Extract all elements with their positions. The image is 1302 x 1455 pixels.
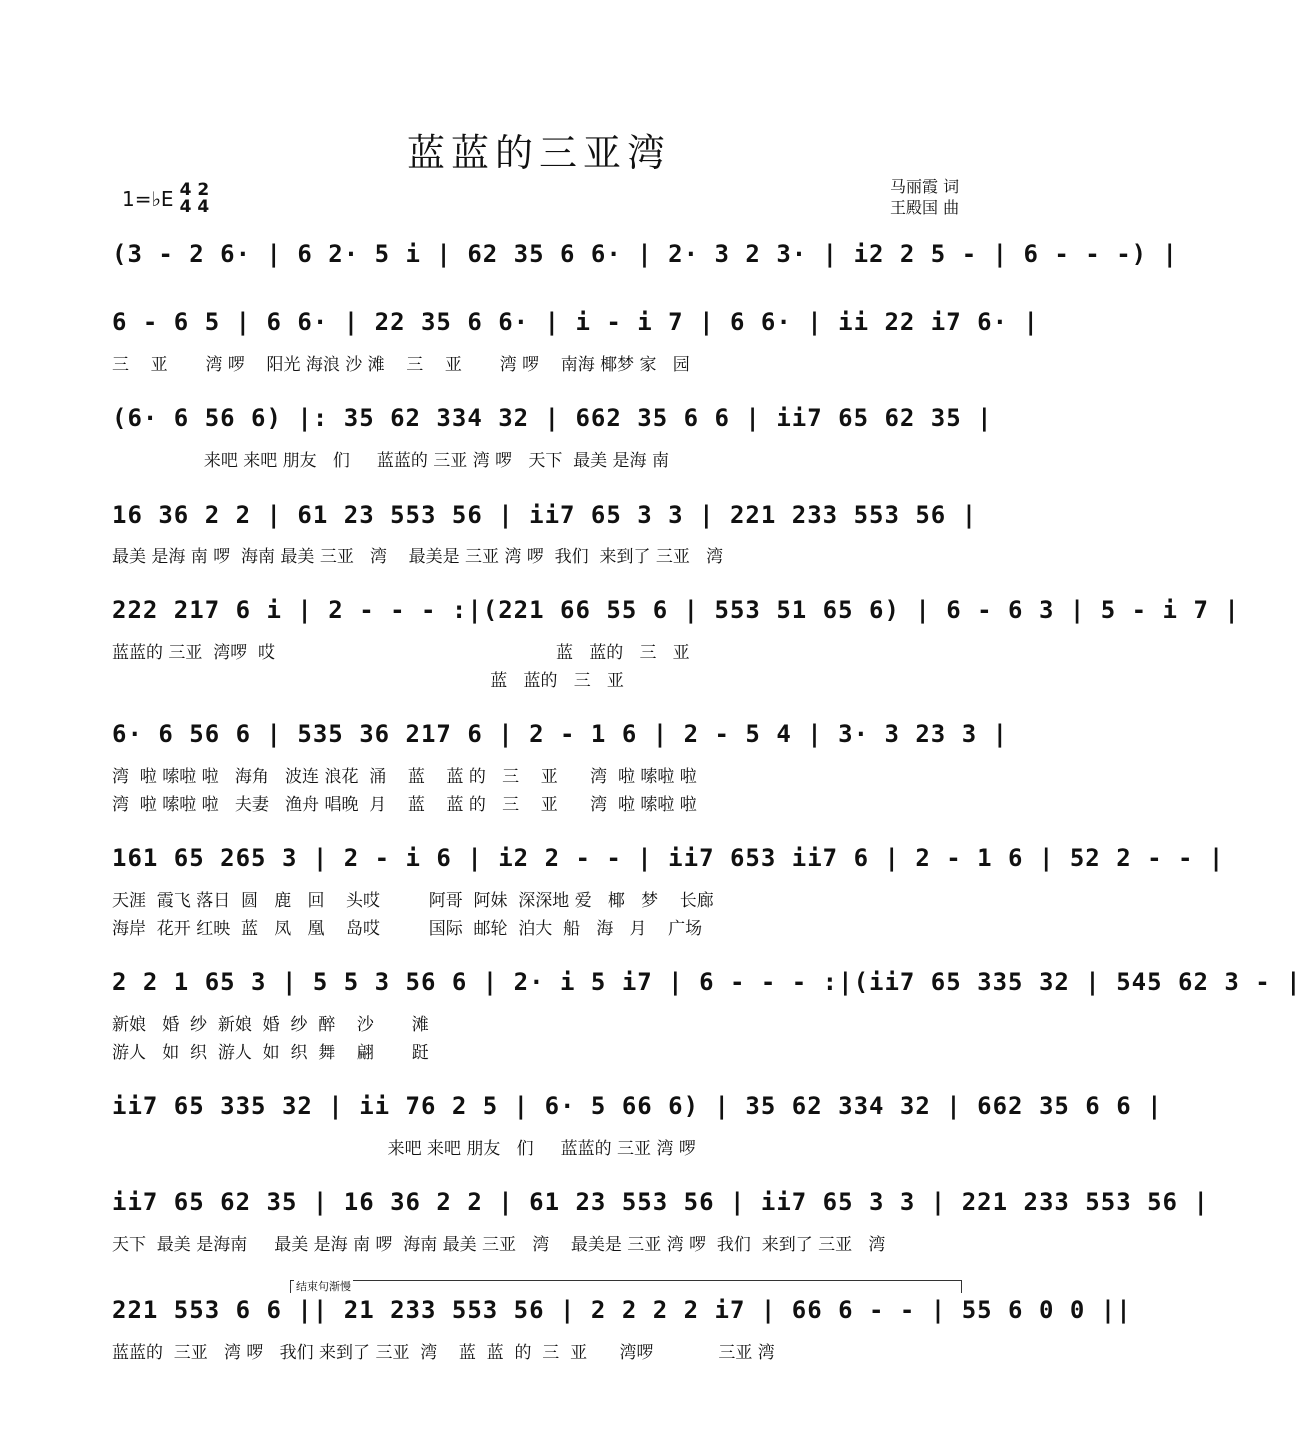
lyric-line: 蓝 蓝的 三 亚 <box>112 671 624 691</box>
lyric-line: 游人 如 织 游人 如 织 舞 翩 跹 <box>112 1043 429 1063</box>
lyric-line: 天下 最美 是海南 最美 是海 南 啰 海南 最美 三亚 湾 最美是 三亚 湾 啰 我们 来到了 三亚 湾 <box>112 1235 886 1255</box>
time-signature-2 <box>197 182 209 216</box>
time-bottom: 4 <box>197 197 210 217</box>
notation-line: 222 217 6 i | 2 - - - :|(221 66 55 6 | 553 51 65 6) | 6 - 6 3 | 5 - i 7 | <box>112 596 1240 624</box>
notation-line: 6· 6 56 6 | 535 36 217 6 | 2 - 1 6 | 2 - 5 4 | 3· 3 23 3 | <box>112 720 1009 748</box>
credits <box>890 176 959 218</box>
time-top: 2 <box>197 180 210 200</box>
time-signature-1 <box>180 182 192 216</box>
lyric-line: 湾 啦 嗦啦 啦 海角 波连 浪花 涌 蓝 蓝 的 三 亚 湾 啦 嗦啦 啦 <box>112 767 697 787</box>
notation-line: 221 553 6 6 || 21 233 553 56 | 2 2 2 2 i7 | 66 6 - - | 55 6 0 0 || <box>112 1296 1132 1324</box>
notation-line: ii7 65 62 35 | 16 36 2 2 | 61 23 553 56 | ii7 65 3 3 | 221 233 553 56 | <box>112 1188 1209 1216</box>
composer-credit: 王殿国 曲 <box>890 198 960 217</box>
notation-line: 2 2 1 65 3 | 5 5 3 56 6 | 2· i 5 i7 | 6 - - - :|(ii7 65 335 32 | 545 62 3 - | <box>112 968 1302 996</box>
time-top: 4 <box>179 180 192 200</box>
lyric-line: 来吧 来吧 朋友 们 蓝蓝的 三亚 湾 啰 <box>112 1139 696 1159</box>
song-title: 蓝蓝的三亚湾 <box>406 131 671 175</box>
lyricist-credit: 马丽霞 词 <box>890 177 960 196</box>
notation-line: ii7 65 335 32 | ii 76 2 5 | 6· 5 66 6) | 35 62 334 32 | 662 35 6 6 | <box>112 1092 1163 1120</box>
lyric-line: 来吧 来吧 朋友 们 蓝蓝的 三亚 湾 啰 天下 最美 是海 南 <box>112 451 669 471</box>
ritardando-label: 结束句渐慢 <box>296 1280 351 1293</box>
notation-line: (3 - 2 6· | 6 2· 5 i | 62 35 6 6· | 2· 3 2 3· | i2 2 5 - | 6 - - -) | <box>112 240 1178 268</box>
ritardando-bracket <box>290 1280 962 1293</box>
key-signature <box>122 182 209 216</box>
lyric-line: 天涯 霞飞 落日 圆 鹿 回 头哎 阿哥 阿妹 深深地 爱 椰 梦 长廊 <box>112 891 714 911</box>
lyric-line: 三 亚 湾 啰 阳光 海浪 沙 滩 三 亚 湾 啰 南海 椰梦 家 园 <box>112 355 690 375</box>
notation-line: (6· 6 56 6) |: 35 62 334 32 | 662 35 6 6 | ii7 65 62 35 | <box>112 404 993 432</box>
time-bottom: 4 <box>179 197 192 217</box>
notation-line: 6 - 6 5 | 6 6· | 22 35 6 6· | i - i 7 | 6 6· | ii 22 i7 6· | <box>112 308 1039 336</box>
lyric-line: 海岸 花开 红映 蓝 凤 凰 岛哎 国际 邮轮 泊大 船 海 月 广场 <box>112 919 703 939</box>
lyric-line: 最美 是海 南 啰 海南 最美 三亚 湾 最美是 三亚 湾 啰 我们 来到了 三亚 湾 <box>112 547 724 567</box>
lyric-line: 湾 啦 嗦啦 啦 夫妻 渔舟 唱晚 月 蓝 蓝 的 三 亚 湾 啦 嗦啦 啦 <box>112 795 697 815</box>
lyric-line: 蓝蓝的 三亚 湾 啰 我们 来到了 三亚 湾 蓝 蓝 的 三 亚 湾啰 三亚 湾 <box>112 1343 775 1363</box>
key-label: 1=♭E <box>122 187 174 211</box>
notation-line: 16 36 2 2 | 61 23 553 56 | ii7 65 3 3 | 221 233 553 56 | <box>112 501 978 529</box>
lyric-line: 新娘 婚 纱 新娘 婚 纱 醉 沙 滩 <box>112 1015 429 1035</box>
lyric-line: 蓝蓝的 三亚 湾啰 哎 蓝 蓝的 三 亚 <box>112 643 690 663</box>
notation-line: 161 65 265 3 | 2 - i 6 | i2 2 - - | ii7 653 ii7 6 | 2 - 1 6 | 52 2 - - | <box>112 844 1225 872</box>
